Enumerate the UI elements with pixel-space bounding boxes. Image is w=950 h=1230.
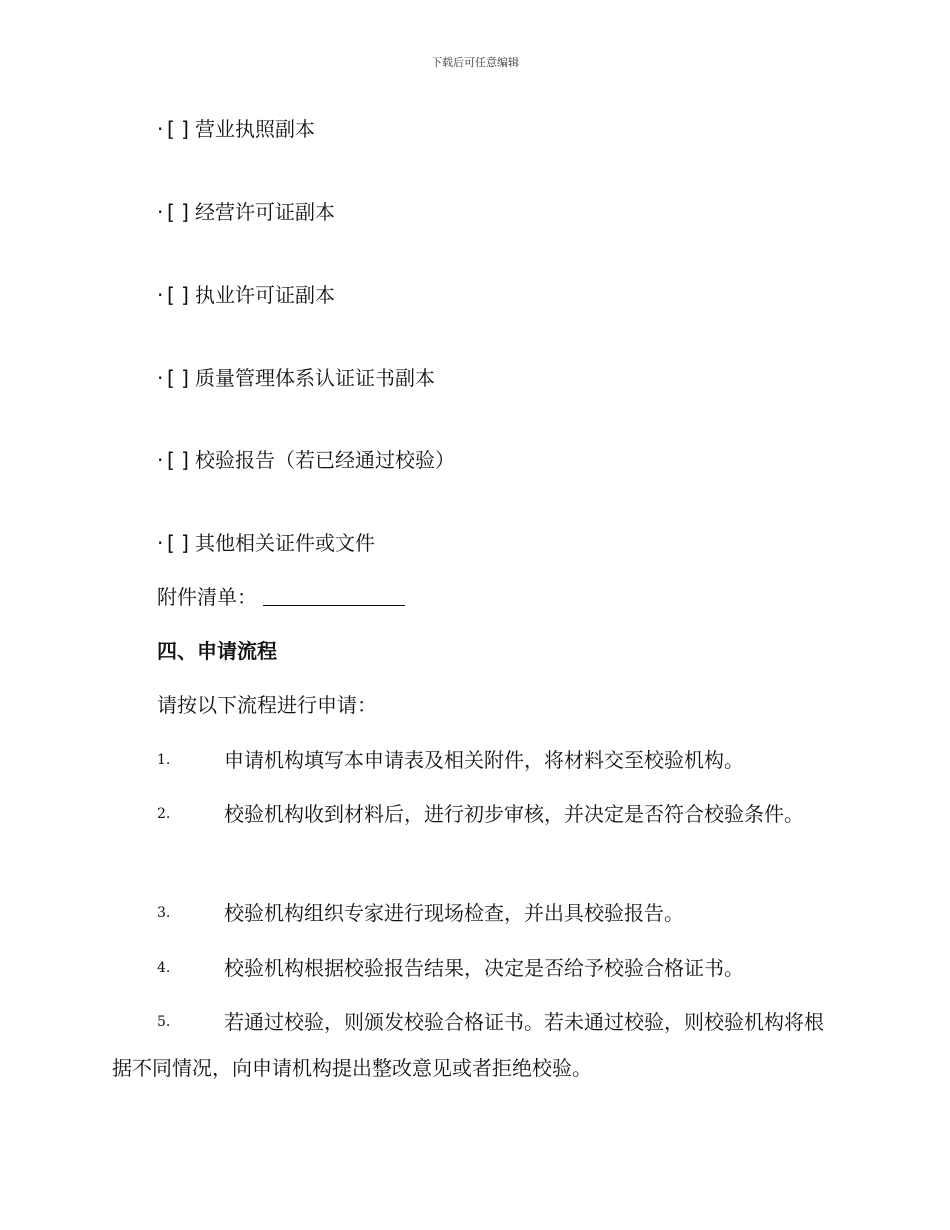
checkbox: [ ] (167, 283, 189, 307)
bullet: · (157, 283, 164, 307)
page-header: 下载后可任意编辑 (431, 56, 519, 69)
checklist-item-label: 营业执照副本 (194, 117, 315, 141)
bullet: · (157, 448, 164, 472)
attachment-list-line (157, 583, 405, 611)
checkbox: [ ] (167, 117, 189, 141)
checklist-item (157, 198, 335, 226)
process-step (112, 890, 842, 936)
step-number: 5. (157, 1014, 171, 1030)
intro-text: 请按以下流程进行申请： (157, 693, 377, 717)
checklist-item (157, 529, 375, 557)
fill-in-blank (263, 585, 405, 606)
checklist-item-label: 经营许可证副本 (194, 200, 335, 224)
checkbox: [ ] (167, 448, 189, 472)
step-number: 4. (157, 960, 171, 976)
checklist-item (157, 364, 435, 392)
step-text: 若通过校验，则颁发校验合格证书。若未通过校验，则校验机构将根据不同情况，向申请机构提出整改意见或者拒绝校验。 (112, 1010, 824, 1080)
step-number: 2. (157, 806, 171, 822)
bullet: · (157, 200, 164, 224)
step-text: 申请机构填写本申请表及相关附件，将材料交至校验机构。 (224, 748, 744, 772)
checklist-item (157, 281, 335, 309)
checklist-item-label: 校验报告（若已经通过校验） (194, 448, 455, 472)
step-number: 3. (157, 905, 171, 921)
step-text: 校验机构组织专家进行现场检查，并出具校验报告。 (224, 901, 684, 925)
section-title: 四、申请流程 (157, 639, 277, 663)
bullet: · (157, 117, 164, 141)
checklist-item-label: 质量管理体系认证证书副本 (194, 366, 435, 390)
checklist-item-label: 执业许可证副本 (194, 283, 335, 307)
process-step (112, 737, 842, 783)
checklist-item (157, 115, 315, 143)
checkbox: [ ] (167, 531, 189, 555)
checklist-item (157, 446, 455, 474)
process-step (112, 791, 842, 837)
checkbox: [ ] (167, 366, 189, 390)
process-step (112, 945, 842, 991)
step-text: 校验机构收到材料后，进行初步审核，并决定是否符合校验条件。 (224, 802, 804, 826)
step-text: 校验机构根据校验报告结果，决定是否给予校验合格证书。 (224, 956, 744, 980)
checkbox: [ ] (167, 200, 189, 224)
step-number: 1. (157, 752, 171, 768)
bullet: · (157, 366, 164, 390)
process-step (112, 999, 842, 1091)
attachment-list-label: 附件清单： (157, 585, 257, 609)
bullet: · (157, 531, 164, 555)
checklist-item-label: 其他相关证件或文件 (194, 531, 375, 555)
